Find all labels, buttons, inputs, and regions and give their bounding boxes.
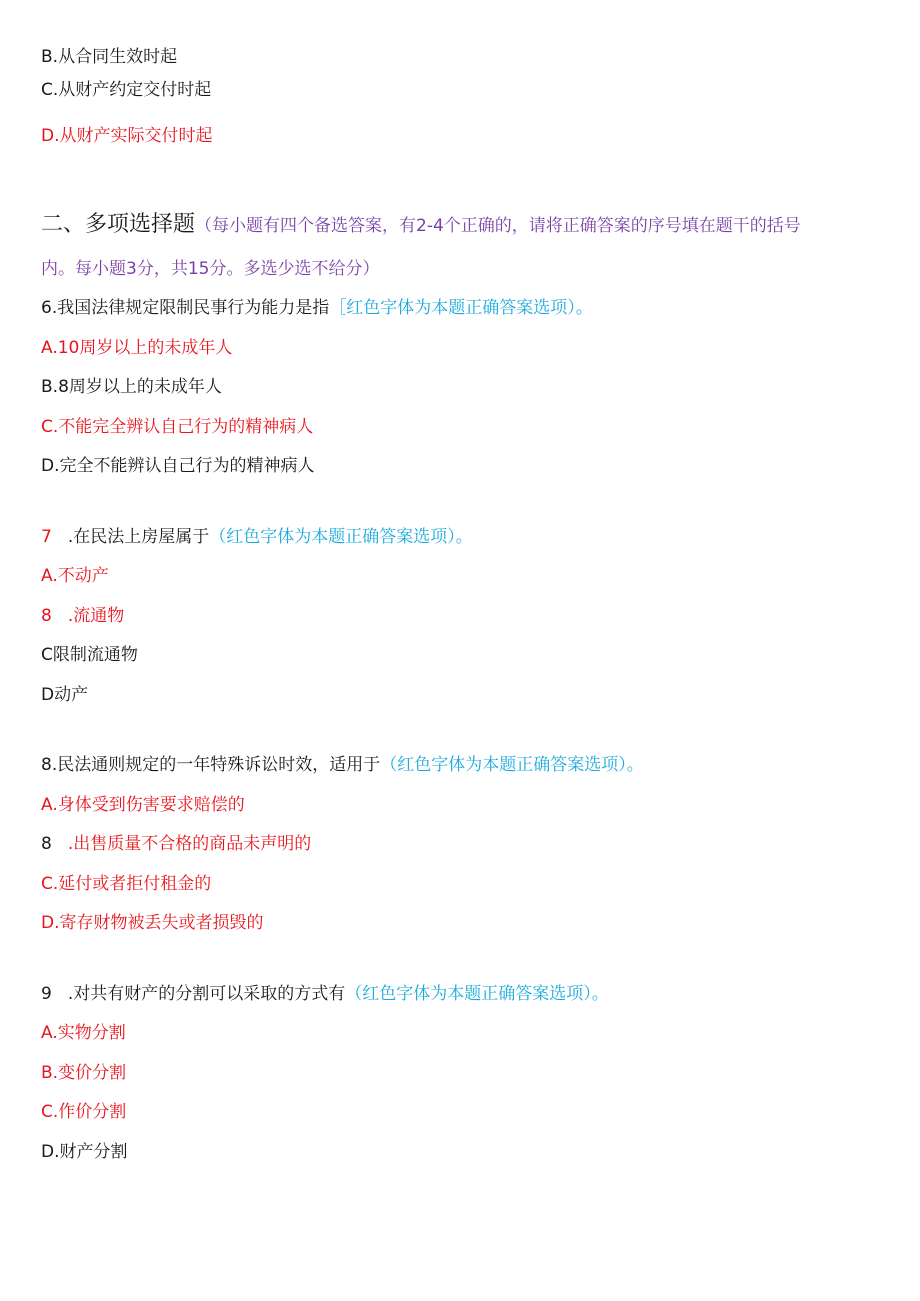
question-7-option-b — [41, 604, 124, 628]
question-7-option-c: C限制流通物 — [41, 645, 138, 665]
question-hint: （红色字体为本题正确答案选项）。 — [380, 755, 644, 775]
question-number: 9 — [41, 984, 52, 1004]
question-8-option-d: D.寄存财物被丢失或者损毁的 — [41, 913, 264, 933]
question-8-option-b — [41, 832, 311, 856]
section-title: 二、多项选择题 — [41, 212, 196, 237]
option-d-prev: D.从财产实际交付时起 — [41, 126, 213, 146]
option-number: 8 — [41, 834, 52, 854]
option-text: .流通物 — [67, 606, 125, 626]
question-stem-text: 8.民法通则规定的一年特殊诉讼时效，适用于 — [41, 755, 381, 775]
question-9-option-b: B.变价分割 — [41, 1063, 127, 1083]
question-stem-text: .在民法上房屋属于 — [67, 527, 210, 547]
question-7-option-a: A.不动产 — [41, 566, 109, 586]
question-hint: （红色字体为本题正确答案选项）。 — [345, 984, 609, 1004]
option-c-prev: C.从财产约定交付时起 — [41, 80, 212, 100]
question-6-option-c: C.不能完全辨认自己行为的精神病人 — [41, 417, 314, 437]
question-6-option-a: A.10周岁以上的未成年人 — [41, 338, 233, 358]
question-6-stem — [41, 296, 593, 320]
option-text: .出售质量不合格的商品未声明的 — [67, 834, 312, 854]
question-stem-text: .对共有财产的分割可以采取的方式有 — [67, 984, 346, 1004]
question-9-option-c: C.作价分割 — [41, 1102, 127, 1122]
option-b-prev: B.从合同生效时起 — [41, 47, 178, 67]
question-9-stem — [41, 982, 609, 1006]
question-6-option-b: B.8周岁以上的未成年人 — [41, 377, 222, 397]
section-note-line1: （每小题有四个备选答案，有2-4个正确的，请将正确答案的序号填在题干的括号 — [195, 216, 801, 236]
question-number: 7 — [41, 527, 52, 547]
question-7-option-d: D动产 — [41, 685, 89, 705]
question-8-option-a: A.身体受到伤害要求赔偿的 — [41, 795, 245, 815]
question-hint: ［红色字体为本题正确答案选项）。 — [329, 298, 593, 318]
section-heading — [41, 210, 801, 241]
question-8-stem — [41, 753, 644, 777]
question-stem-text: 6.我国法律规定限制民事行为能力是指 — [41, 298, 330, 318]
question-9-option-d: D.财产分割 — [41, 1142, 128, 1162]
question-9-option-a: A.实物分割 — [41, 1023, 126, 1043]
section-note-line2: 内。每小题3分，共15分。多选少选不给分） — [41, 259, 380, 279]
question-8-option-c: C.延付或者拒付租金的 — [41, 874, 212, 894]
question-hint: （红色字体为本题正确答案选项）。 — [209, 527, 473, 547]
question-6-option-d: D.完全不能辨认自己行为的精神病人 — [41, 456, 315, 476]
option-number: 8 — [41, 606, 52, 626]
question-7-stem — [41, 525, 473, 549]
